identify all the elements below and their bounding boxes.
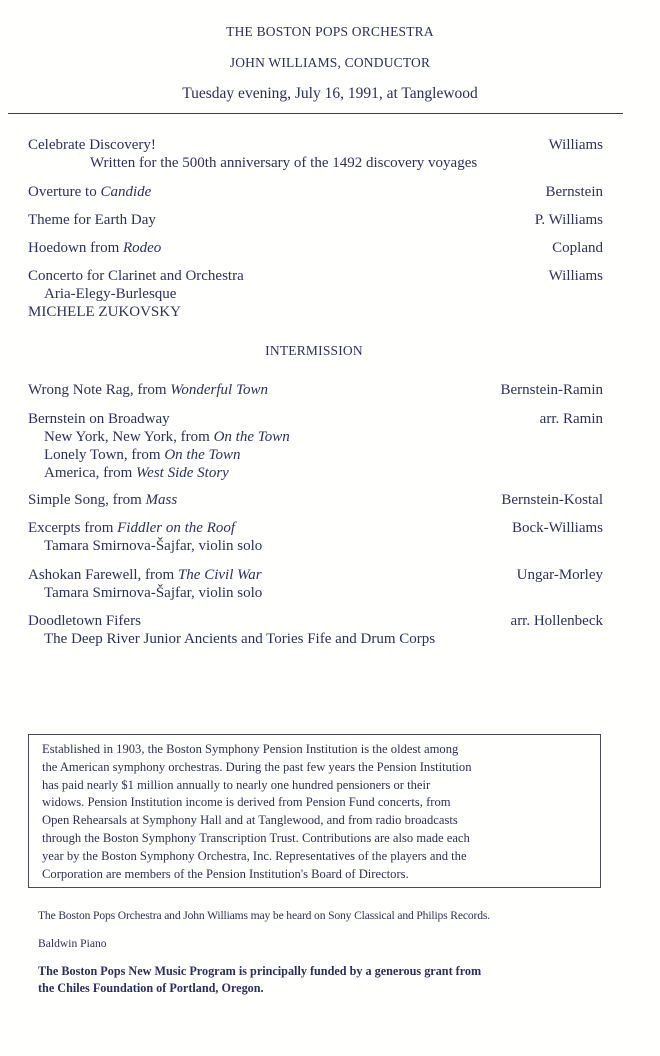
piece-movements: Aria-Elegy-Burlesque [44, 286, 177, 302]
piece-composer: arr. Ramin [539, 411, 603, 427]
notice-line: through the Boston Symphony Transcription Trust. Contributions are also made each [42, 830, 470, 845]
program-item [28, 410, 603, 482]
program-item [28, 267, 603, 321]
song-item [28, 428, 603, 446]
piece-composer: Bock-Williams [511, 520, 603, 536]
piece-composer: Williams [548, 137, 603, 153]
notice-line: the American symphony orchestras. During the past few years the Pension Institution [42, 759, 472, 774]
notice-line: widows. Pension Institution income is derived from Pension Fund concerts, from [42, 795, 451, 810]
song-item [28, 446, 603, 464]
program-item [28, 183, 603, 201]
notice-line: has paid nearly $1 million annually to nearly one hundred pensioners or their [42, 777, 431, 792]
song-title-text: America, from [44, 465, 137, 481]
recordings-note: The Boston Pops Orchestra and John Williams may be heard on Sony Classical and Philips Records. [38, 909, 490, 922]
song-title-text: New York, New York, from [44, 429, 214, 445]
work-title-italic: On the Town [164, 447, 241, 463]
piece-title-text: Wrong Note Rag, from [28, 382, 171, 398]
piece-soloist: Tamara Smirnova-Šajfar, violin solo [44, 585, 263, 601]
work-title-italic: Candide [100, 184, 152, 200]
piece-composer: Copland [552, 240, 603, 256]
piece-title: Doodletown Fifers [28, 613, 141, 629]
work-title-italic: On the Town [213, 429, 290, 445]
pension-institution-notice [28, 734, 601, 888]
work-title-italic: Rodeo [122, 240, 162, 256]
program-item [28, 381, 603, 399]
conductor-line: JOHN WILLIAMS, CONDUCTOR [229, 55, 431, 70]
funding-credit-line: The Boston Pops New Music Program is principally funded by a generous grant from [38, 964, 482, 978]
header-divider [8, 113, 623, 114]
piece-composer: Ungar-Morley [516, 567, 603, 583]
piece-composer: P. Williams [534, 212, 603, 228]
work-title-italic: West Side Story [136, 465, 229, 481]
work-title-italic: The Civil War [177, 567, 262, 583]
work-title-italic: Wonderful Town [170, 382, 268, 398]
piece-composer: Bernstein-Kostal [501, 492, 603, 508]
piece-title-text: Excerpts from [28, 520, 118, 536]
piano-credit: Baldwin Piano [38, 937, 107, 950]
piece-soloist: MICHELE ZUKOVSKY [28, 304, 181, 320]
piece-composer: arr. Hollenbeck [510, 613, 603, 629]
program-item [28, 519, 603, 555]
piece-composer: Williams [548, 268, 603, 284]
piece-title: Theme for Earth Day [28, 212, 156, 228]
piece-title-text: Simple Song, from [28, 492, 146, 508]
piece-title [28, 183, 603, 201]
orchestra-name: THE BOSTON POPS ORCHESTRA [226, 24, 434, 39]
piece-title-text: Overture to [28, 184, 101, 200]
piece-composer: Bernstein-Ramin [500, 382, 603, 398]
funding-credit [38, 963, 481, 997]
notice-line: Established in 1903, the Boston Symphony Pension Institution is the oldest among [42, 742, 459, 756]
notice-line: Corporation are members of the Pension Institution's Board of Directors. [42, 866, 409, 881]
piece-soloist: Tamara Smirnova-Šajfar, violin solo [44, 538, 263, 554]
concert-date-line: Tuesday evening, July 16, 1991, at Tanglewood [182, 85, 478, 102]
program-item [28, 136, 603, 172]
song-item [28, 464, 603, 482]
piece-title: Concerto for Clarinet and Orchestra [28, 268, 244, 284]
work-title-italic: Mass [145, 492, 178, 508]
song-title-text: Lonely Town, from [44, 447, 165, 463]
program-item [28, 566, 603, 602]
piece-composer: Bernstein [545, 184, 603, 200]
program-item [28, 239, 603, 257]
notice-line: Open Rehearsals at Symphony Hall and at Tanglewood, and from radio broadcasts [42, 813, 458, 828]
piece-title: Bernstein on Broadway [28, 411, 170, 427]
piece-title-text: Hoedown from [28, 240, 123, 256]
program-item [28, 491, 603, 509]
program-item [28, 211, 603, 229]
funding-credit-line: the Chiles Foundation of Portland, Oregon. [38, 981, 264, 995]
work-title-italic: Fiddler on the Roof [117, 520, 236, 536]
piece-title: Celebrate Discovery! [28, 137, 156, 153]
intermission-heading: INTERMISSION [265, 343, 363, 358]
program-item [28, 612, 603, 648]
piece-title [28, 239, 603, 257]
piece-performers: The Deep River Junior Ancients and Tories Fife and Drum Corps [44, 631, 436, 647]
notice-line: year by the Boston Symphony Orchestra, Inc. Representatives of the players and the [42, 848, 467, 863]
piece-note: Written for the 500th anniversary of the 1492 discovery voyages [90, 155, 478, 171]
piece-title-text: Ashokan Farewell, from [28, 567, 178, 583]
